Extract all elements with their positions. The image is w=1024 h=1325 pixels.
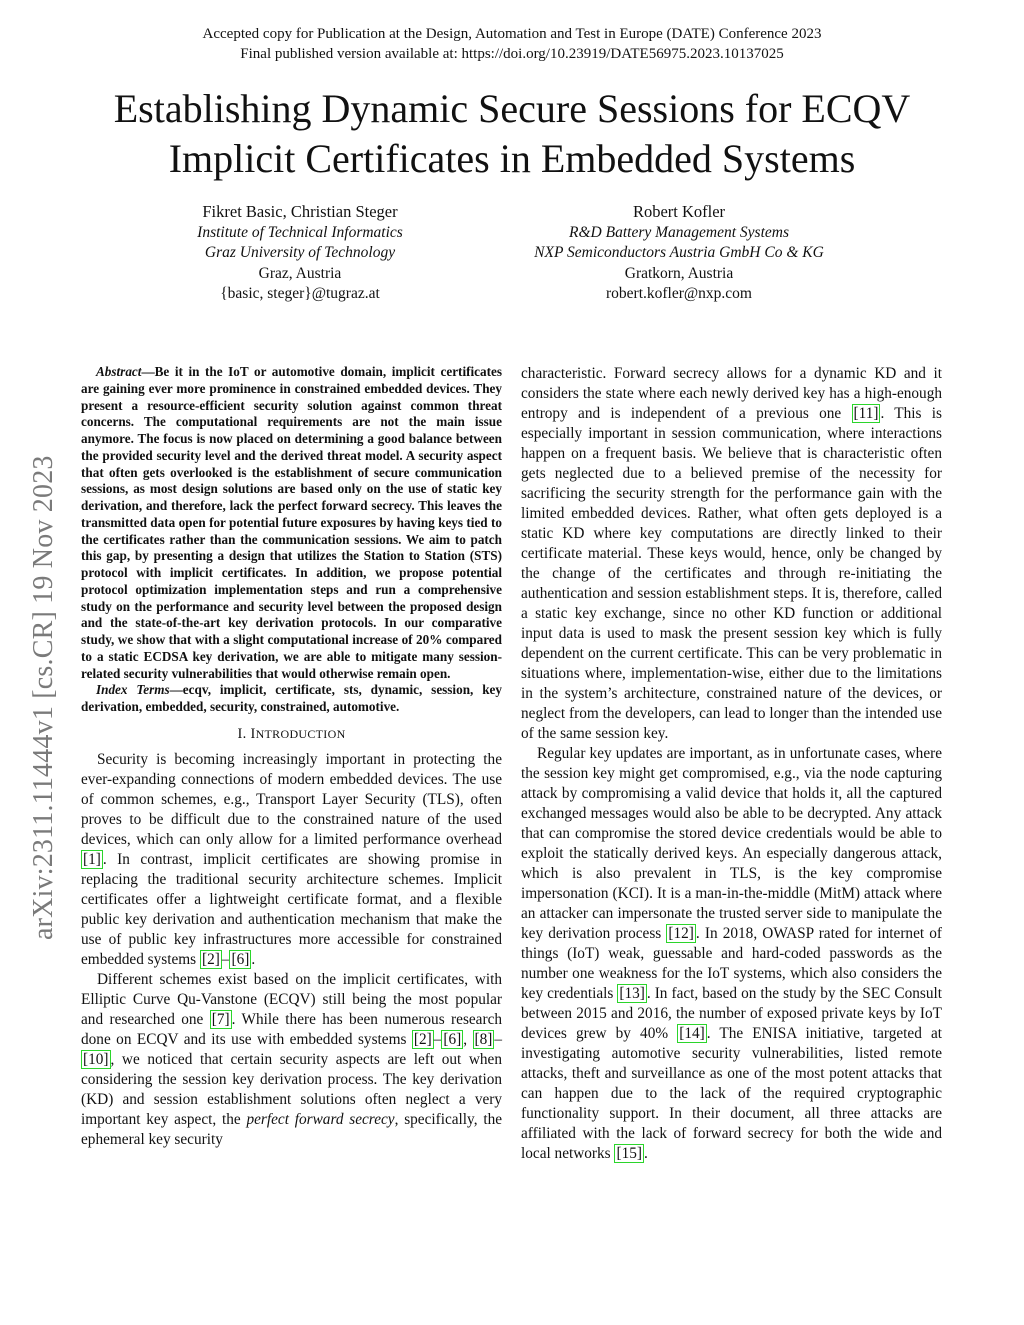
citation-link[interactable]: [13] bbox=[619, 985, 645, 1002]
author-organization: Graz University of Technology bbox=[204, 244, 396, 262]
author-email: {basic, steger}@tugraz.at bbox=[220, 285, 380, 303]
citation-link[interactable]: [6] bbox=[231, 950, 250, 968]
publication-note-line-2: Final published version available at: https://doi.org/10.23919/DATE56975.2023.10137025 bbox=[240, 46, 784, 62]
paragraph-text: , bbox=[463, 1030, 473, 1048]
title-line-1: Establishing Dynamic Secure Sessions for ECQV bbox=[113, 86, 911, 131]
paragraph-text: , we noticed that certain security aspects are left out when considering the session key derivation process. The key derivation (KD) and session establishment solutions often neglect a very important key aspect, the bbox=[81, 1050, 502, 1128]
emphasized-term: perfect forward secrecy bbox=[246, 1110, 395, 1128]
intro-paragraph-3 bbox=[521, 364, 942, 744]
range-dash: – bbox=[494, 1030, 502, 1048]
paragraph-text: . The ENISA initiative, targeted at investigating automotive security vulnerabilities, listed remote attacks, theft and surveillance as one of the most potent attacks that can happen due to the lack of the required cryptographic functionality support. In their document, all three attacks are affiliated with the lack of forward secrecy for both the wide and local networks bbox=[521, 1025, 942, 1162]
author-block-left bbox=[110, 202, 490, 305]
publication-note-line-1: Accepted copy for Publication at the Design, Automation and Test in Europe (DATE) Conference 2023 bbox=[202, 26, 822, 42]
paragraph-text: . bbox=[251, 950, 256, 968]
citation-link[interactable]: [2] bbox=[201, 950, 220, 968]
paragraph-text: Security is becoming increasingly important in protecting the ever-expanding connections of modern embedded devices. The use of common schemes, e.g., Transport Layer Security (TLS), often proves to be difficult due to the constrained nature of the used devices, which can only allow for a limited performance overhead bbox=[81, 750, 502, 848]
arxiv-identifier[interactable]: arXiv:2311.11444v1 [cs.CR] 19 Nov 2023 bbox=[28, 455, 59, 940]
abstract-text: —Be it in the IoT or automotive domain, implicit certificates are gaining ever more prominence in constrained embedded devices. They present a resource-efficient security solution against common threat concerns. The computational requirements are not the main issue anymore. The focus is now placed on determining a good balance between the provided security level and the derived threat model. A security aspect that often gets overlooked is the establishment of secure communication sessions, as most design solutions are based only on the use of static key derivation, and therefore, lack the perfect forward secrecy. This leaves the transmitted data open for potential future exposures by having keys tied to the certificates rather than the communication sessions. We aim to patch this gap, by presenting a design that utilizes the Station to Station (STS) protocol with implicit certificates. In addition, we propose potential protocol optimization implementation steps and run a comprehensive study on the performance and security level between the proposed design and the state-of-the-art key derivation protocols. In our comparative study, we show that with a slight computational increase of 20% compared to a static ECDSA key derivation, we are able to mitigate many session-related security vulnerabilities that would otherwise remain open. bbox=[81, 364, 502, 681]
intro-paragraph-2 bbox=[81, 970, 502, 1150]
paragraph-text: Different schemes exist based on the implicit certificates, with Elliptic Curve Qu-Vanstone (ECQV) still being the most popular and researched one bbox=[81, 970, 502, 1028]
right-column bbox=[521, 364, 942, 1164]
section-number: I. bbox=[237, 725, 247, 742]
paragraph-text: . In fact, based on the study by the SEC Consult between 2015 and 2016, the number of exposed private keys by IoT devices grew by 40% bbox=[521, 985, 942, 1042]
abstract-label: Abstract bbox=[96, 364, 142, 379]
range-dash: – bbox=[221, 950, 230, 968]
author-block-right bbox=[489, 202, 869, 305]
author-location: Graz, Austria bbox=[258, 264, 342, 282]
citation-link[interactable]: [6] bbox=[443, 1030, 462, 1048]
citation-link[interactable]: [12] bbox=[668, 925, 694, 942]
citation-link[interactable]: [2] bbox=[413, 1030, 432, 1048]
intro-paragraph-1 bbox=[81, 750, 502, 970]
paper-title bbox=[60, 84, 964, 184]
author-department: R&D Battery Management Systems bbox=[569, 223, 789, 241]
left-column bbox=[81, 364, 502, 1150]
paragraph-text: Regular key updates are important, as in unfortunate cases, where the session key might get compromised, e.g., via the node capturing attack by compromising a valid device that holds it, all the captured exchanged messages would also be able to be decrypted. Any attack that can compromise the stored device credentials would be able to exploit the statically derived keys. An especially dangerous attack, which is also prevalent in TLS, is the key compromise impersonation (KCI). It is a man-in-the-middle (MitM) attack where an attacker can impersonate the trusted server side to manipulate the key derivation process bbox=[521, 745, 942, 942]
section-title-rest: NTRODUCTION bbox=[255, 726, 346, 741]
index-terms-label: Index Terms bbox=[96, 682, 170, 698]
author-location: Gratkorn, Austria bbox=[624, 264, 734, 282]
citation-link[interactable]: [8] bbox=[474, 1030, 493, 1048]
author-names: Fikret Basic, Christian Steger bbox=[202, 202, 398, 221]
author-email: robert.kofler@nxp.com bbox=[606, 285, 752, 303]
section-heading-introduction bbox=[81, 724, 502, 744]
citation-link[interactable]: [7] bbox=[211, 1010, 230, 1028]
paragraph-text: , specifically, the ephemeral key security bbox=[81, 1110, 503, 1148]
citation-link[interactable]: [1] bbox=[83, 850, 101, 868]
author-organization: NXP Semiconductors Austria GmbH Co & KG bbox=[534, 244, 824, 262]
paragraph-text: . bbox=[643, 1145, 648, 1162]
paragraph-text: . In 2018, OWASP rated for internet of things (IoT) weak, guessable and hard-coded passwords as the number one weakness for the IoT systems, which also considers the key credentials bbox=[521, 925, 942, 1002]
citation-link[interactable]: [14] bbox=[679, 1025, 705, 1042]
index-terms bbox=[81, 682, 502, 716]
intro-paragraph-4 bbox=[521, 744, 942, 1164]
citation-link[interactable]: [10] bbox=[83, 1050, 109, 1068]
paragraph-text: characteristic. Forward secrecy allows for a dynamic KD and it considers the state where each newly derived key has a high-enough entropy and is independent of a previous one bbox=[521, 365, 942, 422]
paragraph-text: . In contrast, implicit certificates are showing promise in replacing the traditional security architecture schemes. Implicit certificates offer a lightweight certificate format, and a flexible public key derivation and authentication mechanism that make the use of public key infrastructures more accessible for constrained embedded systems bbox=[81, 850, 502, 968]
author-names: Robert Kofler bbox=[632, 202, 726, 221]
paragraph-text: . This is especially important in session communication, where interactions happen on a frequent basis. We believe that is characteristic often gets neglected due to a believed premise of the necessity for sacrificing the security strength for the performance gain with the limited embedded devices. Rather, what often gets deployed is a static KD where key computations are directly linked to their certificate material. These keys would, hence, only be changed by the change of the certificates and through re-initiating the authentication and session establishment steps. It is, therefore, called a static key exchange, since no other KD function or additional input data is used to mask the present session key which is fully dependent on the current certificate. This can be very problematic in situations where, implementation-wise, either due to the limitations in the system’s architecture, constrained nature of the devices, or neglect from the developers, can lead to longer than the intended use of the same session key. bbox=[521, 405, 942, 742]
citation-link[interactable]: [11] bbox=[853, 405, 879, 422]
citation-link[interactable]: [15] bbox=[616, 1145, 642, 1162]
index-terms-text: —ecqv, implicit, certificate, sts, dynamic, session, key derivation, embedded, security, constrained, automotive. bbox=[81, 682, 502, 714]
publication-note bbox=[0, 24, 1024, 64]
abstract bbox=[81, 364, 502, 682]
title-line-2: Implicit Certificates in Embedded Systems bbox=[168, 136, 856, 181]
paragraph-text: . While there has been numerous research done on ECQV and its use with embedded systems bbox=[81, 1010, 503, 1048]
range-dash: – bbox=[433, 1030, 442, 1048]
author-department: Institute of Technical Informatics bbox=[197, 223, 403, 241]
section-first-letter: I bbox=[250, 725, 256, 742]
